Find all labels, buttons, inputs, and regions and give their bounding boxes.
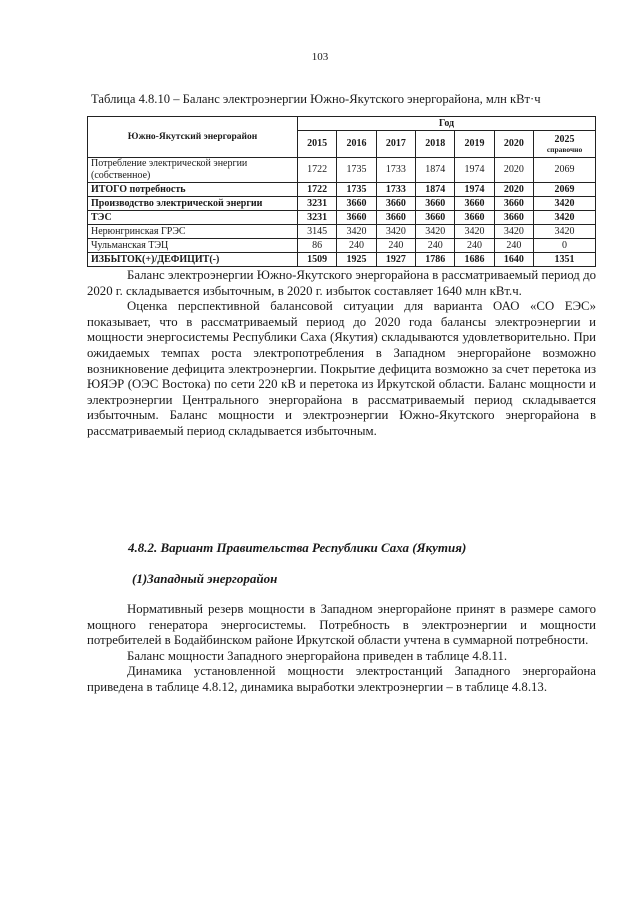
table-cell: 3660 (455, 211, 494, 225)
table-cell: 3420 (534, 211, 596, 225)
table-cell: 3420 (376, 225, 415, 239)
table-row (88, 225, 596, 239)
year-header-cell: 2020 (494, 131, 533, 158)
table-cell: 1925 (337, 253, 376, 267)
region-header: Южно-Якутский энергорайон (88, 117, 298, 158)
table-cell: 2069 (534, 158, 596, 183)
row-label: Производство электрической энергии (88, 197, 298, 211)
table-cell: 2020 (494, 158, 533, 183)
table-cell: 2020 (494, 183, 533, 197)
table-cell: 1509 (298, 253, 337, 267)
paragraph: Динамика установленной мощности электростанций Западного энергорайона приведена в таблице 4.8.12, динамика выработки электроэнергии – в таблице 4.8.13. (87, 664, 596, 694)
table-row (88, 211, 596, 225)
table-row (88, 239, 596, 253)
year-header: Год (298, 117, 596, 131)
table-cell: 3660 (416, 211, 455, 225)
table-cell: 1722 (298, 158, 337, 183)
table-cell: 1686 (455, 253, 494, 267)
year-header-cell: 2015 (298, 131, 337, 158)
table-row (88, 253, 596, 267)
table-cell: 86 (298, 239, 337, 253)
table-cell: 3420 (534, 197, 596, 211)
table-row (88, 183, 596, 197)
table-cell: 3660 (455, 197, 494, 211)
row-label: ИЗБЫТОК(+)/ДЕФИЦИТ(-) (88, 253, 298, 267)
year-note: справочно (546, 145, 583, 154)
table-cell: 3231 (298, 211, 337, 225)
year-header-cell: 2019 (455, 131, 494, 158)
section-heading: 4.8.2. Вариант Правительства Республики Саха (Якутия) (128, 540, 467, 555)
table-cell: 3420 (494, 225, 533, 239)
table-cell: 1722 (298, 183, 337, 197)
row-label: Нерюнгринская ГРЭС (88, 225, 298, 239)
table-cell: 0 (534, 239, 596, 253)
table-cell: 3660 (337, 211, 376, 225)
table-cell: 3420 (534, 225, 596, 239)
table-cell: 1351 (534, 253, 596, 267)
table-cell: 1974 (455, 158, 494, 183)
row-label: ИТОГО потребность (88, 183, 298, 197)
body-text-block-1 (87, 268, 596, 440)
paragraph: Оценка перспективной балансовой ситуации для варианта ОАО «СО ЕЭС» показывает, что в рассматриваемый период до 2020 года балансы электроэнергии и мощности энергосистемы Республики Саха (Якутия) складываются удовлетворительно. При ожидаемых темпах роста электропотребления в Западном энергорайоне возможно возникновение дефицита электроэнергии. Покрытие дефицита возможно за счет перетока из ЮЯЭР (ОЭС Востока) по сети 220 кВ и перетока из Иркутской области. Баланс мощности и электроэнергии Центрального энергорайона в рассматриваемый период складывается избыточным. Баланс мощности и электроэнергии Южно-Якутского энергорайона в рассматриваемый период складывается избыточным. (87, 299, 596, 438)
table-cell: 3420 (455, 225, 494, 239)
table-cell: 3660 (494, 197, 533, 211)
table-row (88, 158, 596, 183)
table-cell: 1874 (416, 183, 455, 197)
table-cell: 1874 (416, 158, 455, 183)
table-cell: 240 (337, 239, 376, 253)
table-cell: 3660 (416, 197, 455, 211)
table-cell: 240 (494, 239, 533, 253)
year-header-cell-2025 (534, 131, 596, 158)
paragraph: Баланс электроэнергии Южно-Якутского энергорайона в рассматриваемый период до 2020 г. складывается избыточным, в 2020 г. избыток составляет 1640 млн кВт.ч. (87, 268, 596, 298)
subsection-heading: (1)Западный энергорайон (132, 571, 278, 586)
table-cell: 240 (376, 239, 415, 253)
table-cell: 2069 (534, 183, 596, 197)
table-cell: 3420 (337, 225, 376, 239)
body-text-block-2 (87, 602, 596, 696)
table-cell: 3231 (298, 197, 337, 211)
year-header-cell: 2017 (376, 131, 415, 158)
paragraph: Баланс мощности Западного энергорайона приведен в таблице 4.8.11. (127, 648, 508, 663)
table-row (88, 197, 596, 211)
table-cell: 3660 (494, 211, 533, 225)
table-cell: 240 (455, 239, 494, 253)
table-cell: 1733 (376, 183, 415, 197)
row-label: Потребление электрической энергии (собственное) (88, 158, 298, 183)
table-cell: 1735 (337, 158, 376, 183)
row-label: ТЭС (88, 211, 298, 225)
table-cell: 3660 (376, 197, 415, 211)
year-label: 2025 (554, 134, 575, 145)
table-cell: 3145 (298, 225, 337, 239)
table-cell: 3660 (337, 197, 376, 211)
table-cell: 1640 (494, 253, 533, 267)
table-cell: 1735 (337, 183, 376, 197)
year-header-cell: 2016 (337, 131, 376, 158)
year-header-cell: 2018 (416, 131, 455, 158)
row-label: Чульманская ТЭЦ (88, 239, 298, 253)
table-cell: 1733 (376, 158, 415, 183)
table-cell: 1974 (455, 183, 494, 197)
table-cell: 1786 (416, 253, 455, 267)
table-cell: 1927 (376, 253, 415, 267)
table-caption: Таблица 4.8.10 – Баланс электроэнергии Южно-Якутского энергорайона, млн кВт·ч (91, 92, 541, 106)
paragraph: Нормативный резерв мощности в Западном энергорайоне принят в размере самого мощного генератора энергосистемы. Потребность в электроэнергии и мощности потребителей в Бодайбинском районе Иркутской области учтена в суммарной потребности. (87, 602, 596, 648)
balance-table (87, 116, 596, 267)
page-number: 103 (311, 51, 329, 63)
table-cell: 3420 (416, 225, 455, 239)
table-cell: 240 (416, 239, 455, 253)
table-cell: 3660 (376, 211, 415, 225)
table-body (88, 158, 596, 267)
table-header-row (88, 117, 596, 131)
